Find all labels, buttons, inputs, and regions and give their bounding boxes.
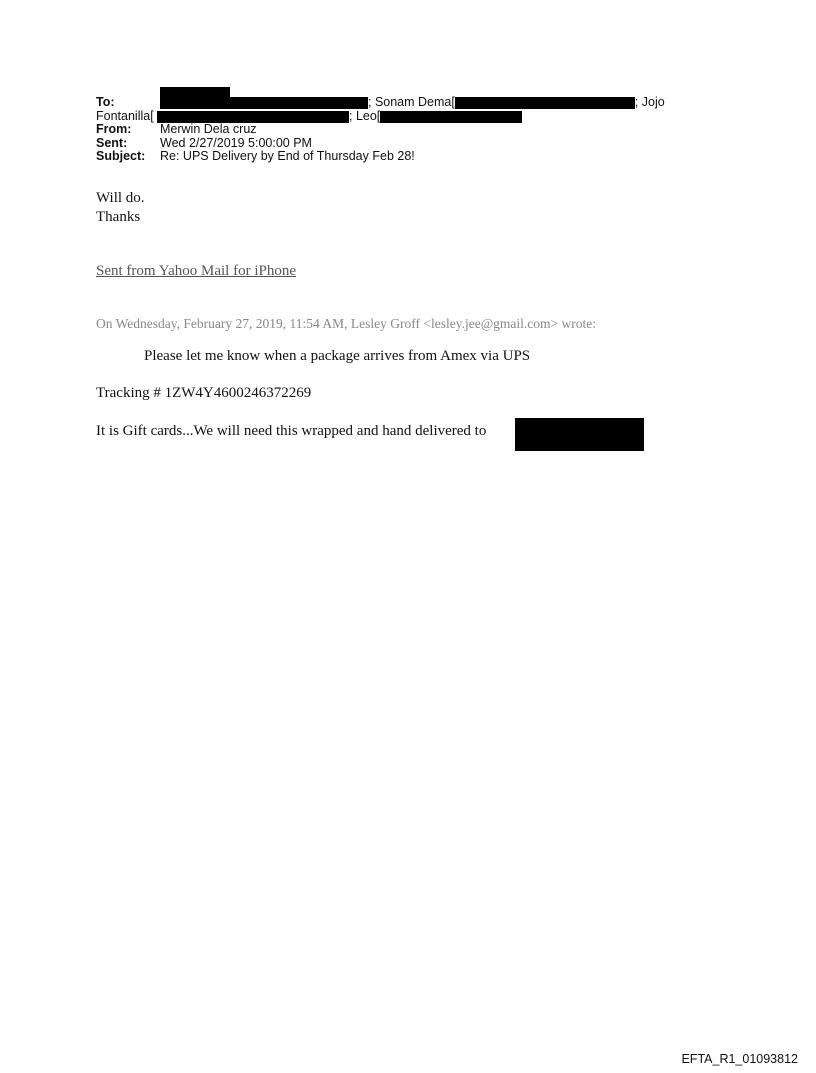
redaction-box	[515, 418, 644, 451]
to-continued-value	[157, 110, 522, 124]
sent-label: Sent:	[96, 135, 128, 150]
quote-intro: On Wednesday, February 27, 2019, 11:54 AM, Lesley Groff <lesley.jee@gmail.com> wrote:	[96, 316, 596, 331]
sent-row	[96, 137, 716, 151]
redaction-box	[455, 97, 635, 109]
to-name-fragment: ; Jojo	[634, 95, 665, 109]
redaction-box	[380, 111, 522, 123]
redaction-box	[230, 97, 368, 109]
to-row-continued	[96, 110, 716, 124]
document-id: EFTA_R1_01093812	[681, 1052, 798, 1066]
redaction-box	[157, 111, 349, 123]
quoted-line-2: Tracking # 1ZW4Y4600246372269	[96, 385, 312, 401]
quoted-line-3-text: It is Gift cards...We will need this wrapped and hand delivered to	[96, 423, 487, 439]
sent-value: Wed 2/27/2019 5:00:00 PM	[160, 135, 312, 150]
to-value	[160, 96, 665, 110]
to-name-fragment: ; Sonam Dema[	[368, 95, 455, 109]
subject-value: Re: UPS Delivery by End of Thursday Feb 28!	[160, 149, 415, 163]
from-row	[96, 123, 716, 137]
to-label: To:	[96, 95, 115, 109]
subject-row	[96, 150, 716, 164]
to-name-fragment: Fontanilla[	[96, 108, 154, 123]
to-name-fragment: ; Leo[	[349, 108, 381, 123]
subject-label: Subject:	[96, 149, 146, 163]
quoted-line-1: Please let me know when a package arrives from Amex via UPS	[144, 348, 531, 364]
email-header	[96, 96, 716, 164]
reply-line-2: Thanks	[96, 209, 141, 225]
redaction-box	[160, 87, 230, 109]
from-value: Merwin Dela cruz	[160, 122, 257, 136]
signature-link[interactable]: Sent from Yahoo Mail for iPhone	[96, 263, 296, 279]
from-label: From:	[96, 122, 132, 136]
reply-line-1: Will do.	[96, 190, 145, 206]
to-row	[96, 96, 716, 110]
quoted-line-3	[96, 422, 486, 441]
